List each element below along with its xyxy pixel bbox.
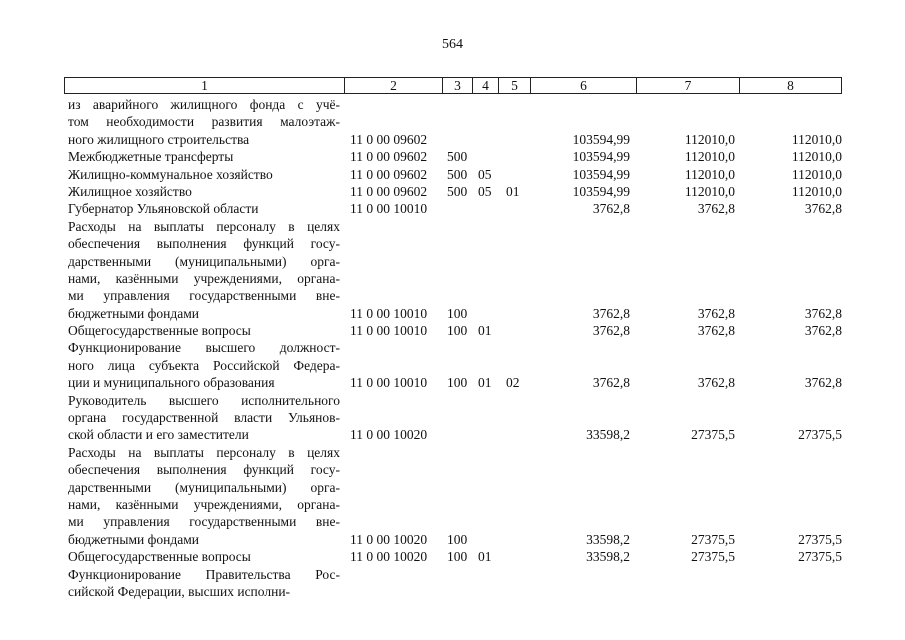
amount-col-7: 27375,5 bbox=[691, 531, 735, 547]
target-code: 11 0 00 09602 bbox=[350, 149, 428, 165]
row-description: Расходы на выплаты персоналу в целях bbox=[68, 444, 340, 460]
amount-col-7: 3762,8 bbox=[697, 375, 735, 391]
section-code: 05 bbox=[478, 183, 492, 199]
expense-type: 100 bbox=[447, 531, 468, 547]
row-description: обеспечения выполнения функций госу- bbox=[68, 236, 340, 252]
row-description: дарственными (муниципальными) орга- bbox=[68, 253, 340, 269]
amount-col-8: 27375,5 bbox=[798, 531, 842, 547]
header-col-8: 8 bbox=[787, 78, 794, 93]
row-description: из аварийного жилищного фонда с учё- bbox=[68, 97, 340, 112]
subsection-code: 02 bbox=[506, 375, 520, 391]
target-code: 11 0 00 10020 bbox=[350, 531, 428, 547]
amount-col-7: 3762,8 bbox=[697, 305, 735, 321]
row-line bbox=[0, 374, 905, 391]
row-line bbox=[0, 113, 905, 130]
amount-col-8: 27375,5 bbox=[798, 427, 842, 443]
header-col-7: 7 bbox=[637, 78, 740, 93]
expense-type: 100 bbox=[447, 375, 468, 391]
section-code: 01 bbox=[478, 323, 492, 339]
row-description: Межбюджетные трансферты bbox=[68, 149, 234, 165]
row-description: нами, казёнными учреждениями, органа- bbox=[68, 270, 340, 286]
header-col-1: 1 bbox=[65, 78, 345, 93]
row-description: ми управления государственными вне- bbox=[68, 514, 340, 530]
row-line bbox=[0, 566, 905, 583]
row-description: дарственными (муниципальными) орга- bbox=[68, 479, 340, 495]
row-line bbox=[0, 357, 905, 374]
row-line bbox=[0, 392, 905, 409]
row-description: ции и муниципального образования bbox=[68, 375, 275, 391]
row-description: бюджетными фондами bbox=[68, 305, 199, 321]
amount-col-6: 3762,8 bbox=[592, 305, 630, 321]
row-line bbox=[0, 96, 905, 113]
row-line bbox=[0, 183, 905, 200]
row-line bbox=[0, 444, 905, 461]
target-code: 11 0 00 09602 bbox=[350, 183, 428, 199]
section-code: 05 bbox=[478, 166, 492, 182]
row-description: ного лица субъекта Российской Федера- bbox=[68, 357, 340, 373]
target-code: 11 0 00 09602 bbox=[350, 131, 428, 147]
amount-col-6: 33598,2 bbox=[586, 531, 630, 547]
expense-type: 500 bbox=[447, 166, 468, 182]
row-line bbox=[0, 131, 905, 148]
row-description: ми управления государственными вне- bbox=[68, 288, 340, 304]
expense-type: 100 bbox=[447, 549, 468, 565]
table-row bbox=[0, 183, 905, 200]
row-line bbox=[0, 496, 905, 513]
row-description: Жилищное хозяйство bbox=[68, 183, 192, 199]
table-row bbox=[0, 200, 905, 217]
amount-col-7: 112010,0 bbox=[684, 149, 735, 165]
target-code: 11 0 00 10010 bbox=[350, 305, 428, 321]
header-col-4: 4 bbox=[473, 78, 499, 93]
amount-col-6: 3762,8 bbox=[592, 375, 630, 391]
header-col-5: 5 bbox=[499, 78, 531, 93]
amount-col-6: 103594,99 bbox=[572, 149, 630, 165]
row-description: Функционирование высшего должност- bbox=[68, 340, 340, 356]
table-row bbox=[0, 566, 905, 601]
amount-col-8: 3762,8 bbox=[804, 323, 842, 339]
row-description: ного жилищного строительства bbox=[68, 131, 250, 147]
table-row bbox=[0, 166, 905, 183]
amount-col-8: 112010,0 bbox=[791, 149, 842, 165]
row-line bbox=[0, 548, 905, 565]
row-description: бюджетными фондами bbox=[68, 531, 199, 547]
amount-col-7: 3762,8 bbox=[697, 201, 735, 217]
amount-col-8: 112010,0 bbox=[791, 183, 842, 199]
header-col-2: 2 bbox=[345, 78, 443, 93]
expense-type: 500 bbox=[447, 183, 468, 199]
row-line bbox=[0, 322, 905, 339]
target-code: 11 0 00 10010 bbox=[350, 201, 428, 217]
target-code: 11 0 00 09602 bbox=[350, 166, 428, 182]
amount-col-8: 27375,5 bbox=[798, 549, 842, 565]
table-row bbox=[0, 148, 905, 165]
table-row bbox=[0, 548, 905, 565]
row-line bbox=[0, 479, 905, 496]
row-description: Губернатор Ульяновской области bbox=[68, 201, 259, 217]
row-line bbox=[0, 200, 905, 217]
row-line bbox=[0, 253, 905, 270]
row-line bbox=[0, 409, 905, 426]
row-line bbox=[0, 513, 905, 530]
amount-col-7: 27375,5 bbox=[691, 427, 735, 443]
row-line bbox=[0, 305, 905, 322]
amount-col-6: 103594,99 bbox=[572, 183, 630, 199]
row-line bbox=[0, 270, 905, 287]
row-description: обеспечения выполнения функций госу- bbox=[68, 462, 340, 478]
target-code: 11 0 00 10020 bbox=[350, 427, 428, 443]
amount-col-6: 103594,99 bbox=[572, 166, 630, 182]
row-description: Функционирование Правительства Рос- bbox=[68, 566, 340, 582]
row-description: нами, казёнными учреждениями, органа- bbox=[68, 496, 340, 512]
target-code: 11 0 00 10020 bbox=[350, 549, 428, 565]
amount-col-6: 3762,8 bbox=[592, 323, 630, 339]
row-description: Жилищно-коммунальное хозяйство bbox=[68, 166, 273, 182]
amount-col-8: 112010,0 bbox=[791, 166, 842, 182]
row-description: Расходы на выплаты персоналу в целях bbox=[68, 218, 340, 234]
expense-type: 500 bbox=[447, 149, 468, 165]
row-description: органа государственной власти Ульянов- bbox=[68, 410, 340, 426]
row-description: Общегосударственные вопросы bbox=[68, 549, 251, 565]
amount-col-6: 33598,2 bbox=[586, 427, 630, 443]
expense-type: 100 bbox=[447, 323, 468, 339]
header-col-6: 6 bbox=[531, 78, 637, 93]
table-row bbox=[0, 96, 905, 148]
amount-col-7: 27375,5 bbox=[691, 549, 735, 565]
table-row bbox=[0, 444, 905, 548]
amount-col-7: 112010,0 bbox=[684, 131, 735, 147]
target-code: 11 0 00 10010 bbox=[350, 323, 428, 339]
row-line bbox=[0, 426, 905, 443]
amount-col-6: 103594,99 bbox=[572, 131, 630, 147]
row-line bbox=[0, 531, 905, 548]
subsection-code: 01 bbox=[506, 183, 520, 199]
row-line bbox=[0, 583, 905, 600]
target-code: 11 0 00 10010 bbox=[350, 375, 428, 391]
expense-type: 100 bbox=[447, 305, 468, 321]
amount-col-8: 3762,8 bbox=[804, 201, 842, 217]
row-line bbox=[0, 287, 905, 304]
header-col-3: 3 bbox=[443, 78, 473, 93]
table-row bbox=[0, 322, 905, 339]
row-description: ской области и его заместители bbox=[68, 427, 249, 443]
amount-col-8: 3762,8 bbox=[804, 375, 842, 391]
table-body bbox=[0, 96, 905, 600]
table-header bbox=[64, 77, 842, 94]
row-description: Общегосударственные вопросы bbox=[68, 323, 251, 339]
row-line bbox=[0, 461, 905, 478]
amount-col-7: 112010,0 bbox=[684, 166, 735, 182]
amount-col-7: 3762,8 bbox=[697, 323, 735, 339]
table-row bbox=[0, 218, 905, 322]
page-number: 564 bbox=[442, 37, 463, 52]
row-line bbox=[0, 235, 905, 252]
amount-col-8: 112010,0 bbox=[791, 131, 842, 147]
amount-col-7: 112010,0 bbox=[684, 183, 735, 199]
amount-col-6: 33598,2 bbox=[586, 549, 630, 565]
amount-col-8: 3762,8 bbox=[804, 305, 842, 321]
table-row bbox=[0, 339, 905, 391]
section-code: 01 bbox=[478, 375, 492, 391]
row-description: Руководитель высшего исполнительного bbox=[68, 392, 340, 408]
amount-col-6: 3762,8 bbox=[592, 201, 630, 217]
row-line bbox=[0, 148, 905, 165]
row-line bbox=[0, 218, 905, 235]
row-description: том необходимости развития малоэтаж- bbox=[68, 114, 340, 130]
section-code: 01 bbox=[478, 549, 492, 565]
table-row bbox=[0, 392, 905, 444]
row-description: сийской Федерации, высших исполни- bbox=[68, 583, 291, 599]
row-line bbox=[0, 166, 905, 183]
row-line bbox=[0, 339, 905, 356]
